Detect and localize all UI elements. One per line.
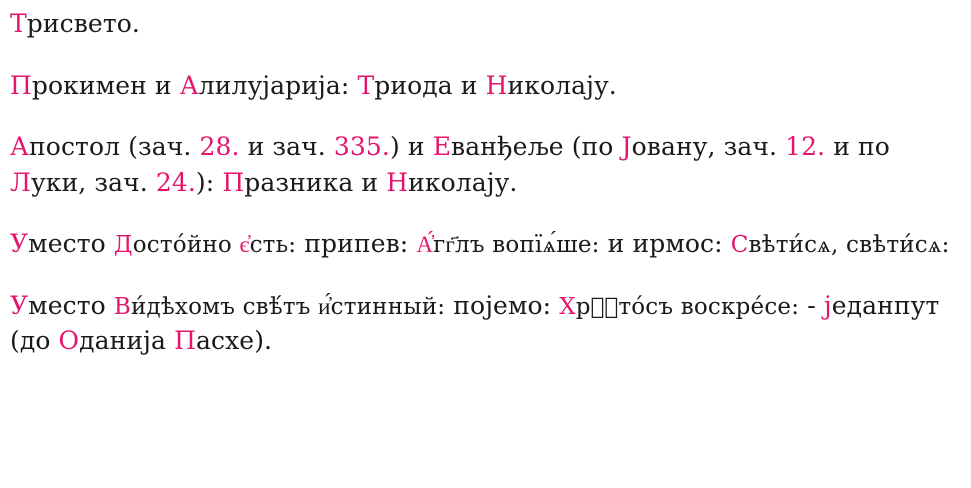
body-text: лилујарија:	[198, 70, 358, 100]
accent-text: Е	[432, 132, 452, 161]
accent-text: С	[730, 232, 749, 258]
body-text: иколају.	[507, 70, 617, 100]
body-text: ́гг҃лъ	[433, 232, 485, 258]
body-text: рисвето.	[26, 9, 140, 38]
body-text: еданпут (до	[10, 290, 940, 356]
body-text: асхе).	[196, 326, 273, 356]
accent-text: Н	[386, 167, 409, 197]
body-text: ванђеље (по	[451, 132, 622, 161]
accent-text: 12.	[785, 132, 826, 161]
body-text: место	[28, 229, 114, 258]
body-text: овану, зач.	[631, 132, 786, 161]
paragraph	[10, 6, 961, 42]
accent-text: Х	[559, 293, 576, 320]
body-text: и зач.	[239, 132, 334, 161]
body-text: и́дѣхомъ	[130, 293, 236, 320]
accent-text: В	[113, 293, 131, 320]
body-text: свѣти́сѧ:	[838, 232, 950, 258]
body-text: уки, зач.	[30, 167, 156, 197]
accent-text: А	[179, 70, 199, 100]
paragraph	[10, 68, 961, 104]
accent-text: Т	[10, 9, 27, 38]
body-text: место	[28, 290, 114, 320]
body-text: рⷭ҇то́съ	[575, 293, 674, 320]
accent-text: П	[10, 70, 32, 100]
body-text: -	[799, 290, 824, 320]
accent-text: П	[174, 326, 196, 356]
accent-text: У	[10, 290, 29, 320]
body-text: постол (зач.	[29, 132, 200, 161]
accent-text: О	[58, 326, 80, 356]
body-text: сть:	[249, 232, 297, 258]
body-text: риода и	[374, 70, 486, 100]
accent-text: А	[10, 132, 30, 161]
accent-text: 28.	[199, 132, 240, 161]
accent-text: ј	[823, 290, 832, 320]
body-text: воскре́се:	[673, 293, 800, 320]
paragraph	[10, 288, 961, 359]
body-text: иколају.	[408, 167, 518, 197]
body-text: ):	[195, 167, 223, 197]
accent-text: Д	[113, 232, 133, 258]
body-text: разника и	[244, 167, 387, 197]
body-text: вопїѧ́ше:	[492, 232, 600, 258]
body-text: свѣ́тъ и҆́стинный:	[235, 293, 446, 320]
body-text: и по	[825, 132, 890, 161]
body-text: данија	[79, 326, 175, 356]
body-text: и ирмос:	[599, 229, 731, 258]
accent-text: Л	[10, 167, 31, 197]
body-text: осто́йно	[132, 232, 232, 258]
paragraph	[10, 226, 961, 262]
accent-text: П	[222, 167, 245, 197]
body-text: појемо:	[445, 290, 560, 320]
accent-text: Ј	[621, 132, 632, 161]
accent-text: Т	[357, 70, 375, 100]
accent-text: є҆	[239, 232, 250, 258]
accent-text: У	[10, 229, 29, 258]
body-text: ) и	[389, 132, 433, 161]
paragraph	[10, 129, 961, 200]
body-text: рокимен и	[31, 70, 180, 100]
accent-text: Н	[485, 70, 508, 100]
accent-text: А҆	[416, 232, 434, 258]
paragraph-list	[10, 6, 961, 359]
accent-text: 24.	[155, 167, 196, 197]
body-text: припев:	[296, 229, 417, 258]
accent-text: 335.	[333, 132, 390, 161]
body-text: вѣти́сѧ,	[748, 232, 839, 258]
